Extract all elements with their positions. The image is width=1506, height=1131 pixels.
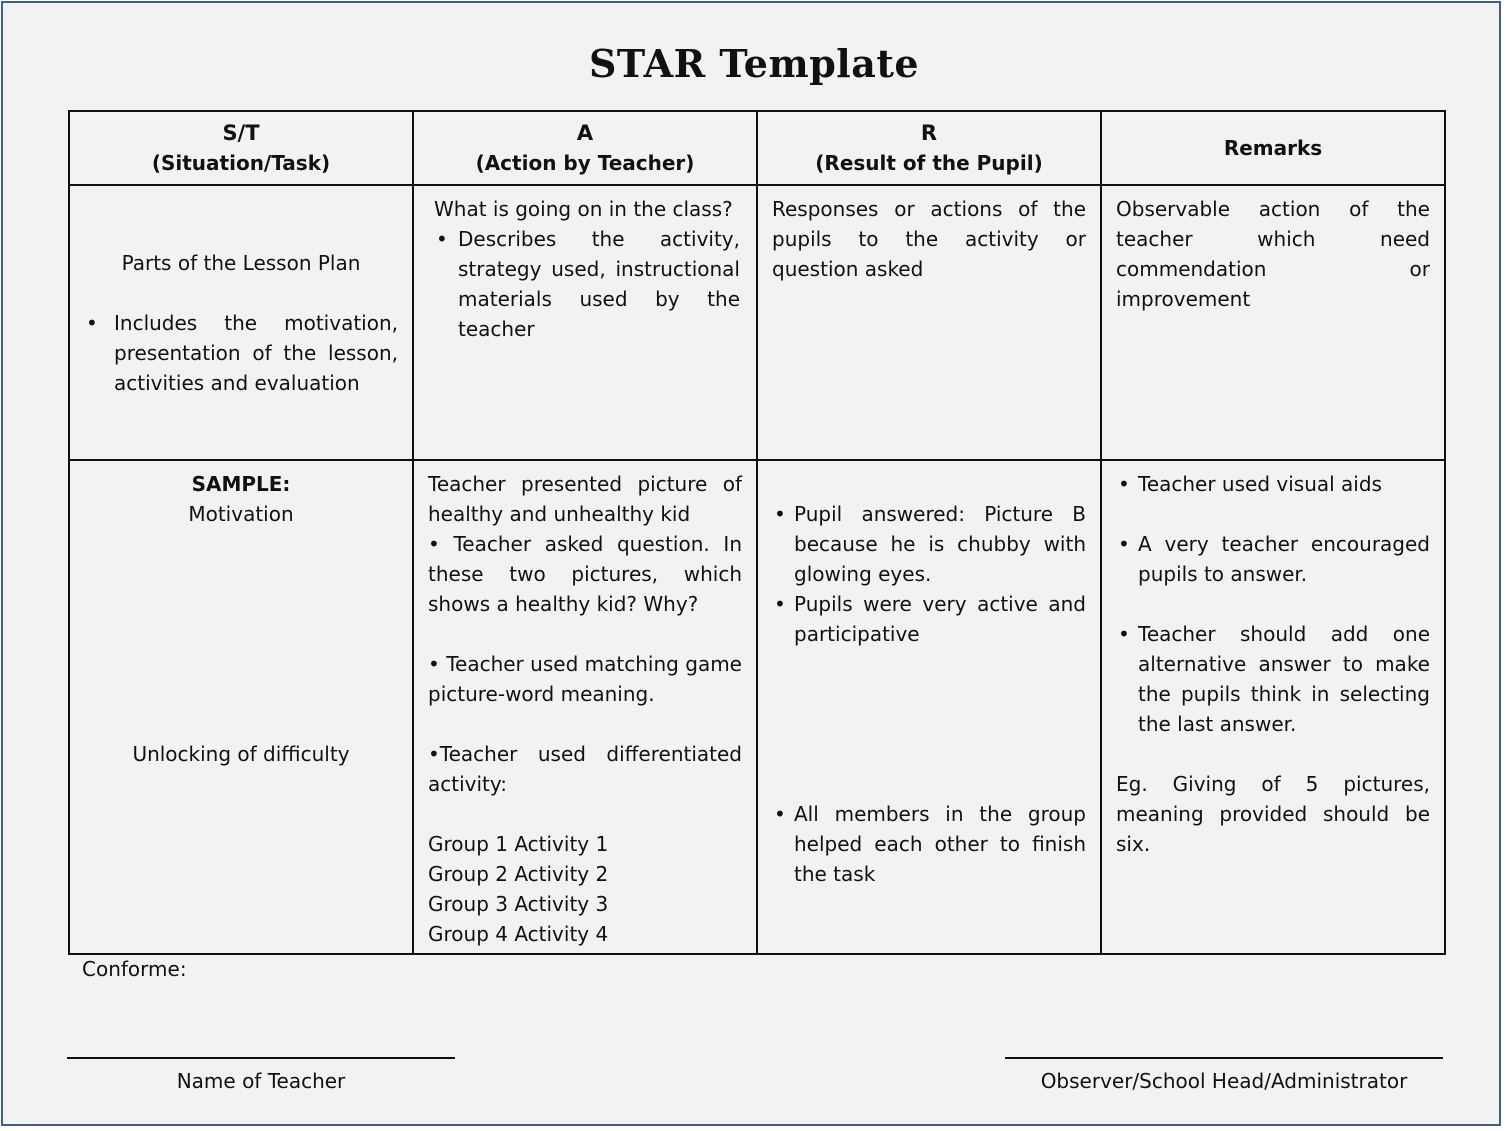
conforme-label: Conforme: <box>82 957 187 981</box>
row1-a-cell <box>413 185 757 460</box>
bullet-icon: • <box>436 227 448 251</box>
table-row <box>69 460 1445 954</box>
header-a-sub: (Action by Teacher) <box>475 151 695 175</box>
row1-a-bullet-text: Describes the activity, strategy used, instructional materials used by the teacher <box>458 227 740 341</box>
page-title: STAR Template <box>588 41 920 86</box>
row2-a-p2: • Teacher asked question. In these two pictures, which shows a healthy kid? Why? <box>428 532 742 616</box>
list-item <box>772 499 1086 589</box>
row2-a-p3: • Teacher used matching game picture-word meaning. <box>428 652 742 706</box>
row1-remarks-cell <box>1101 185 1445 460</box>
row2-r-b3: All members in the group helped each other to finish the task <box>794 802 1086 886</box>
bullet-icon: • <box>1118 622 1130 646</box>
row2-a-p4: •Teacher used differentiated activity: <box>428 742 742 796</box>
group-item: Group 3 Activity 3 <box>428 892 609 916</box>
row2-a-cell <box>413 460 757 954</box>
header-st-sub: (Situation/Task) <box>151 151 331 175</box>
bullet-icon: • <box>774 802 786 826</box>
list-item <box>1116 619 1430 739</box>
list-item <box>84 308 398 398</box>
header-r-letter: R <box>920 121 938 145</box>
teacher-name-label: Name of Teacher <box>176 1069 346 1093</box>
row2-motivation-label: Motivation <box>188 502 294 526</box>
row2-remarks-cell <box>1101 460 1445 954</box>
row2-r-cell <box>757 460 1101 954</box>
teacher-signature-line <box>67 1057 455 1059</box>
star-table <box>68 110 1446 955</box>
row2-rem-b2: A very teacher encouraged pupils to answer. <box>1138 532 1430 586</box>
list-item <box>1116 469 1430 499</box>
header-remarks <box>1101 111 1445 185</box>
group-item: Group 1 Activity 1 <box>428 832 609 856</box>
bullet-icon: • <box>86 311 98 335</box>
group-item: Group 2 Activity 2 <box>428 862 609 886</box>
observer-signature-line <box>1005 1057 1443 1059</box>
group-item: Group 4 Activity 4 <box>428 922 609 946</box>
row2-rem-b3: Teacher should add one alternative answer to make the pupils think in selecting the last answer. <box>1138 622 1430 736</box>
list-item <box>772 799 1086 889</box>
observer-name-label: Observer/School Head/Administrator <box>1040 1069 1408 1093</box>
row1-r-cell <box>757 185 1101 460</box>
list-item <box>1116 529 1430 589</box>
row1-remarks-text: Observable action of the teacher which need commendation or improvement <box>1116 197 1430 311</box>
header-remarks-label: Remarks <box>1223 136 1323 160</box>
bullet-icon: • <box>774 502 786 526</box>
row2-a-p1: Teacher presented picture of healthy and unhealthy kid <box>428 472 742 526</box>
row1-a-title: What is going on in the class? <box>434 197 733 221</box>
row2-rem-b1: Teacher used visual aids <box>1138 472 1382 496</box>
row2-st-cell <box>69 460 413 954</box>
row2-r-b1: Pupil answered: Picture B because he is chubby with glowing eyes. <box>794 502 1086 586</box>
row1-st-bullet-text: Includes the motivation, presentation of the lesson, activities and evaluation <box>114 311 398 395</box>
bullet-icon: • <box>1118 532 1130 556</box>
row2-rem-eg: Eg. Giving of 5 pictures, meaning provided should be six. <box>1116 772 1430 856</box>
row2-r-b2: Pupils were very active and participative <box>794 592 1086 646</box>
header-row <box>69 111 1445 185</box>
header-st <box>69 111 413 185</box>
row2-unlocking-label: Unlocking of difficulty <box>132 742 350 766</box>
bullet-icon: • <box>1118 472 1130 496</box>
list-item <box>772 589 1086 649</box>
row1-st-cell <box>69 185 413 460</box>
table-row <box>69 185 1445 460</box>
row1-st-title: Parts of the Lesson Plan <box>121 251 361 275</box>
header-a <box>413 111 757 185</box>
row2-sample-label: SAMPLE: <box>191 472 291 496</box>
row1-r-text: Responses or actions of the pupils to the activity or question asked <box>772 197 1086 281</box>
document-frame <box>1 1 1501 1126</box>
header-r <box>757 111 1101 185</box>
header-a-letter: A <box>576 121 594 145</box>
header-r-sub: (Result of the Pupil) <box>815 151 1043 175</box>
list-item <box>434 224 740 344</box>
bullet-icon: • <box>774 592 786 616</box>
header-st-letter: S/T <box>222 121 260 145</box>
